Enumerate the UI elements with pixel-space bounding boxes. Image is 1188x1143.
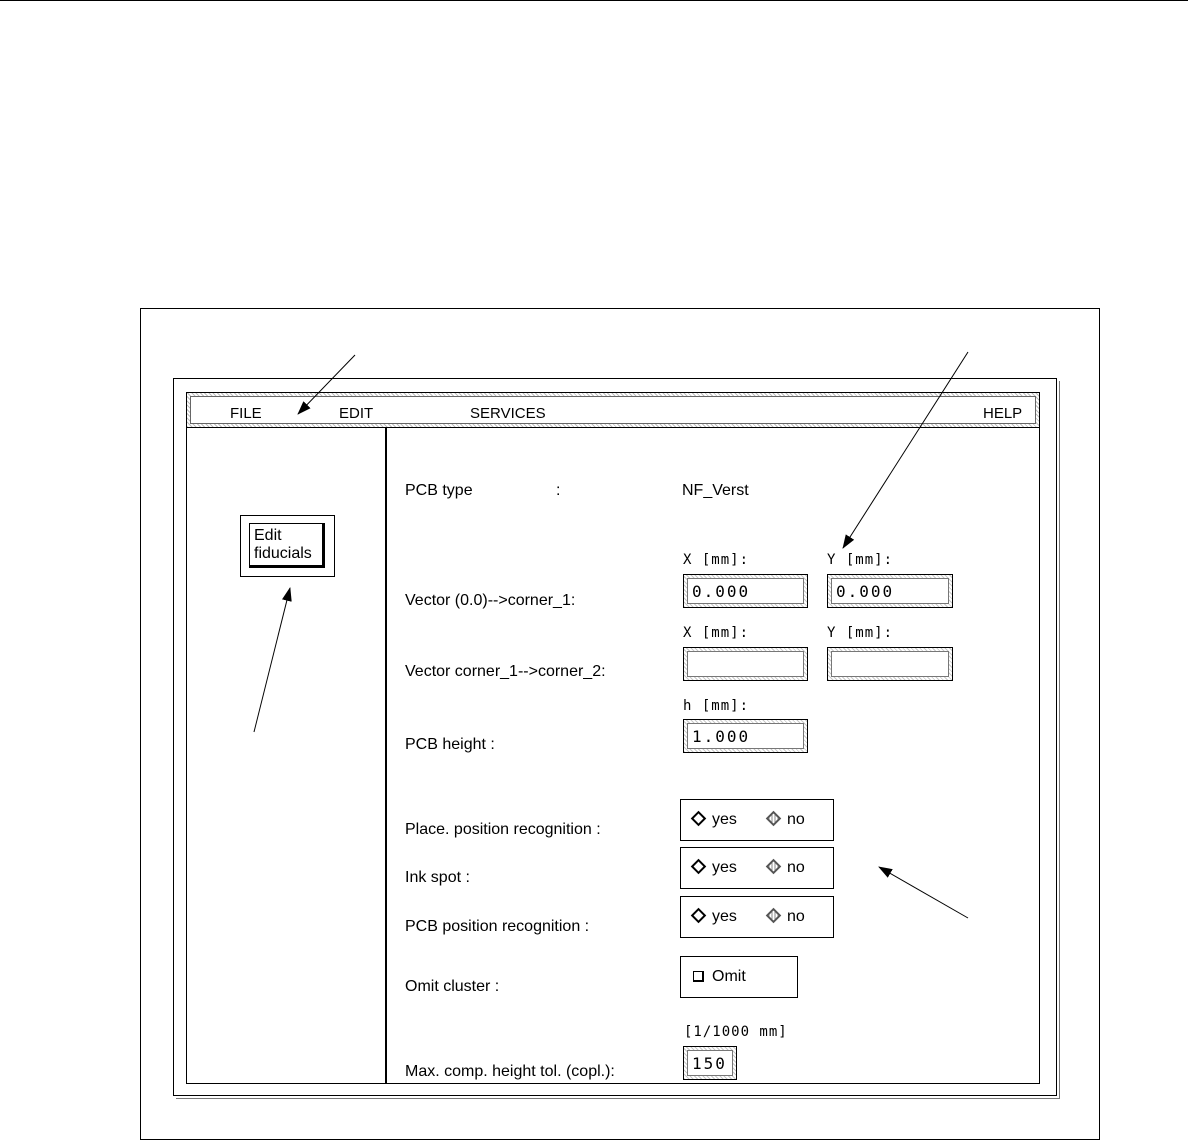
menu-edit[interactable]: EDIT bbox=[339, 405, 374, 422]
pcb-height-unit-label: h [mm]: bbox=[683, 698, 750, 714]
omit-cluster-label: Omit cluster : bbox=[405, 978, 500, 995]
vector2-y-unit-label: Y [mm]: bbox=[827, 625, 894, 641]
edit-fiducials-line2: fiducials bbox=[254, 545, 312, 562]
tolerance-unit-label: [1/1000 mm] bbox=[684, 1024, 788, 1040]
ink-spot-yes[interactable]: yes bbox=[693, 859, 737, 877]
callout-arrow-edit-button bbox=[254, 588, 290, 732]
pcb-recognition-label: PCB position recognition : bbox=[405, 918, 590, 935]
pcb-type-label: PCB type bbox=[405, 482, 473, 499]
pcb-recognition-yes[interactable]: yes bbox=[693, 908, 737, 926]
max-height-tolerance-label: Max. comp. height tol. (copl.): bbox=[405, 1063, 615, 1080]
vector1-label: Vector (0.0)-->corner_1: bbox=[405, 592, 576, 609]
place-recognition-yes[interactable]: yes bbox=[693, 811, 737, 829]
callout-arrow-menu bbox=[298, 355, 355, 414]
vector1-y-unit-label: Y [mm]: bbox=[827, 552, 894, 568]
ink-spot-no[interactable]: no bbox=[768, 859, 805, 877]
edit-fiducials-line1: Edit bbox=[254, 527, 282, 544]
vector2-label: Vector corner_1-->corner_2: bbox=[405, 663, 606, 680]
menu-file[interactable]: FILE bbox=[230, 405, 262, 422]
place-recognition-no[interactable]: no bbox=[768, 811, 805, 829]
pcb-recognition-no[interactable]: no bbox=[768, 908, 805, 926]
ink-spot-label: Ink spot : bbox=[405, 869, 470, 886]
pcb-height-label: PCB height : bbox=[405, 736, 495, 753]
vector2-x-unit-label: X [mm]: bbox=[683, 625, 750, 641]
menu-services[interactable]: SERVICES bbox=[470, 405, 546, 422]
pcb-type-value: NF_Verst bbox=[682, 482, 749, 499]
callout-arrow-options bbox=[879, 867, 968, 918]
pcb-type-colon: : bbox=[556, 482, 561, 499]
callout-arrow-y-field bbox=[843, 352, 968, 548]
place-recognition-label: Place. position recognition : bbox=[405, 821, 601, 838]
menu-help[interactable]: HELP bbox=[983, 405, 1023, 422]
vector1-x-unit-label: X [mm]: bbox=[683, 552, 750, 568]
omit-checkbox[interactable]: Omit bbox=[693, 968, 746, 986]
